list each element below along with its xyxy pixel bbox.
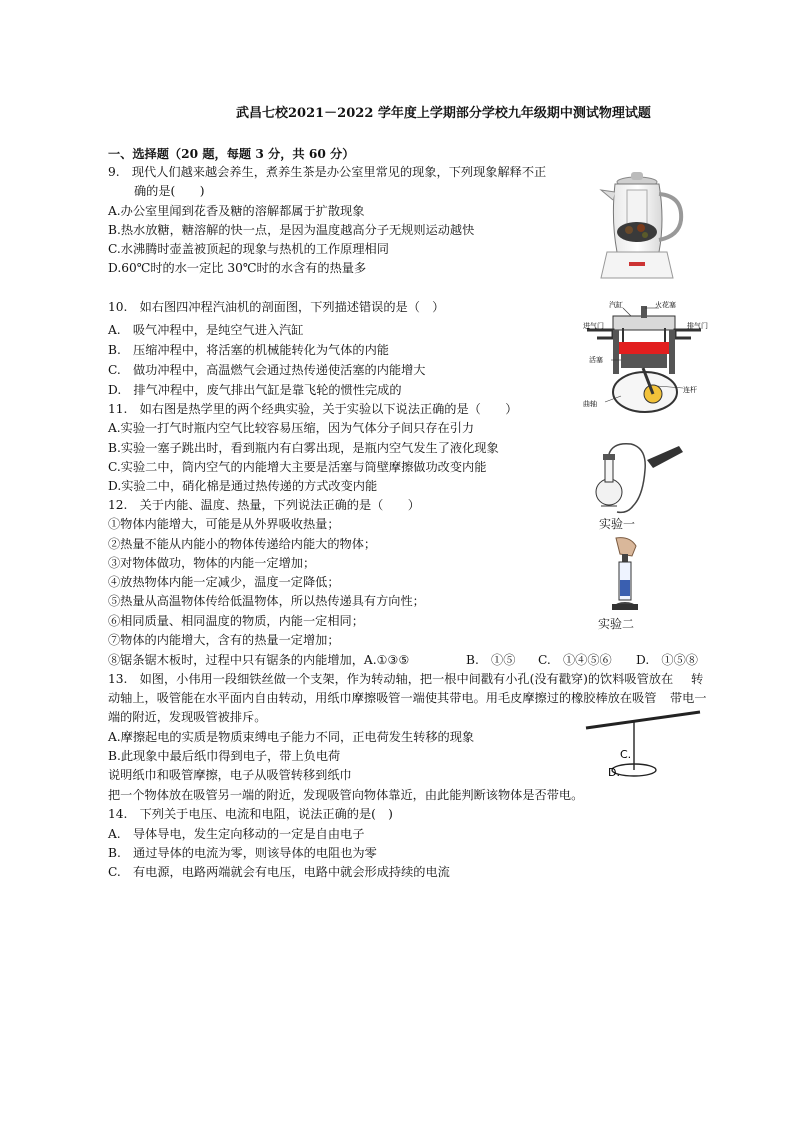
label-crankshaft: 曲轴: [583, 400, 597, 408]
q11-option-b: B.实验一塞子跳出时，看到瓶内有白雾出现，是瓶内空气发生了液化现象: [108, 441, 499, 455]
section-heading: 一、选择题（20 题，每题 3 分，共 60 分）: [108, 147, 355, 161]
q14-stem: 14. 下列关于电压、电流和电阻，说法正确的是( ): [108, 807, 393, 821]
q13-option-b: B.此现象中最后纸巾得到电子，带上负电荷: [108, 749, 341, 763]
q12-item-4: ④放热物体内能一定减少，温度一定降低；: [108, 575, 340, 589]
option-c-marker: C.: [620, 748, 632, 761]
q12-item-7: ⑦物体的内能增大，含有的热量一定增加；: [108, 633, 340, 647]
q12-item-1: ①物体内能增大，可能是从外界吸收热量；: [108, 517, 340, 531]
q14-option-a: A. 导体导电，发生定向移动的一定是自由电子: [108, 827, 365, 841]
experiment-two-figure: [592, 536, 662, 632]
q13-line2-end: 带电一: [670, 691, 707, 705]
q9-stem-line2: 确的是( ): [134, 184, 205, 198]
label-cylinder: 汽缸: [609, 301, 623, 309]
q11-option-c: C.实验二中，筒内空气的内能增大主要是活塞与筒壁摩擦做功改变内能: [108, 460, 487, 474]
q12-option-b: B. ①⑤: [466, 653, 516, 667]
label-exhaust-valve: 排气门: [687, 322, 708, 330]
q12-item-6: ⑥相同质量、相同温度的物质，内能一定相同；: [108, 614, 364, 628]
q13-line1: 13. 如图，小伟用一段细铁丝做一个支架，作为转动轴，把一根中间戳有小孔(没有戳穿)的饮料吸管放在: [108, 672, 674, 686]
q10-stem: 10. 如右图四冲程汽油机的剖面图，下列描述错误的是（ ）: [108, 300, 445, 314]
q14-option-b: B. 通过导体的电流为零，则该导体的电阻也为零: [108, 846, 377, 860]
q14-option-c: C. 有电源，电路两端就会有电压，电路中就会形成持续的电流: [108, 865, 450, 879]
experiment-one-label: 实验一: [599, 517, 636, 531]
q10-option-a: A. 吸气冲程中，是纯空气进入汽缸: [108, 323, 304, 337]
q13-line1-end: 转: [691, 672, 704, 686]
q12-item-8: ⑧锯条锯木板时，过程中只有锯条的内能增加，A.①③⑤: [108, 653, 410, 667]
q9-option-c: C.水沸腾时壶盖被顶起的现象与热机的工作原理相同: [108, 242, 389, 256]
q12-stem: 12. 关于内能、温度、热量，下列说法正确的是（ ）: [108, 498, 420, 512]
q13-line2: 动轴上，吸管能在水平面内自由转动，用纸巾摩擦吸管一端使其带电。用毛皮摩擦过的橡胶棒放在吸管: [108, 691, 657, 705]
experiment-one-figure: [587, 440, 687, 532]
q10-option-d: D. 排气冲程中，废气排出气缸是靠飞轮的惯性完成的: [108, 383, 402, 397]
label-spark-plug: 火花塞: [655, 301, 676, 309]
q12-item-5: ⑤热量从高温物体传给低温物体，所以热传递具有方向性；: [108, 594, 425, 608]
q10-option-c: C. 做功冲程中，高温燃气会通过热传递使活塞的内能增大: [108, 363, 426, 377]
q11-option-d: D.实验二中，硝化棉是通过热传递的方式改变内能: [108, 479, 378, 493]
q13-option-c: 说明纸巾和吸管摩擦，电子从吸管转移到纸巾: [108, 768, 352, 782]
q13-option-a: A.摩擦起电的实质是物质束缚电子能力不同，正电荷发生转移的现象: [108, 730, 475, 744]
q12-item-2: ②热量不能从内能小的物体传递给内能大的物体；: [108, 537, 377, 551]
label-connecting-rod: 连杆: [683, 386, 697, 394]
q13-option-d: 把一个物体放在吸管另一端的附近，发现吸管向物体靠近，由此能判断该物体是否带电。: [108, 788, 584, 802]
kettle-photo: [593, 160, 689, 284]
q13-line3: 端的附近，发现吸管被排斥。: [108, 710, 267, 724]
q10-option-b: B. 压缩冲程中，将活塞的机械能转化为气体的内能: [108, 343, 389, 357]
label-piston: 活塞: [589, 356, 603, 364]
q12-item-3: ③对物体做功，物体的内能一定增加；: [108, 556, 316, 570]
experiment-two-label: 实验二: [598, 617, 635, 631]
q9-stem-line1: 9. 现代人们越来越会养生，煮养生茶是办公室里常见的现象，下列现象解释不正: [108, 165, 547, 179]
option-d-marker: D.: [608, 766, 620, 779]
label-intake-valve: 进气门: [583, 322, 604, 330]
q11-stem: 11. 如右图是热学里的两个经典实验，关于实验以下说法正确的是（ ）: [108, 402, 518, 416]
q12-option-c: C. ①④⑤⑥: [538, 653, 612, 667]
q9-option-d: D.60℃时的水一定比 30℃时的水含有的热量多: [108, 261, 367, 275]
q9-option-a: A.办公室里闻到花香及糖的溶解都属于扩散现象: [108, 204, 365, 218]
page-title: 武昌七校2021－2022 学年度上学期部分学校九年级期中测试物理试题: [236, 106, 651, 121]
engine-diagram: [583, 298, 713, 416]
q12-option-d: D. ①⑤⑧: [636, 653, 698, 667]
q11-option-a: A.实验一打气时瓶内空气比较容易压缩，因为气体分子间只存在引力: [108, 421, 475, 435]
q9-option-b: B.热水放糖，糖溶解的快一点，是因为温度越高分子无规则运动越快: [108, 223, 475, 237]
straw-stand-figure: [584, 704, 704, 780]
